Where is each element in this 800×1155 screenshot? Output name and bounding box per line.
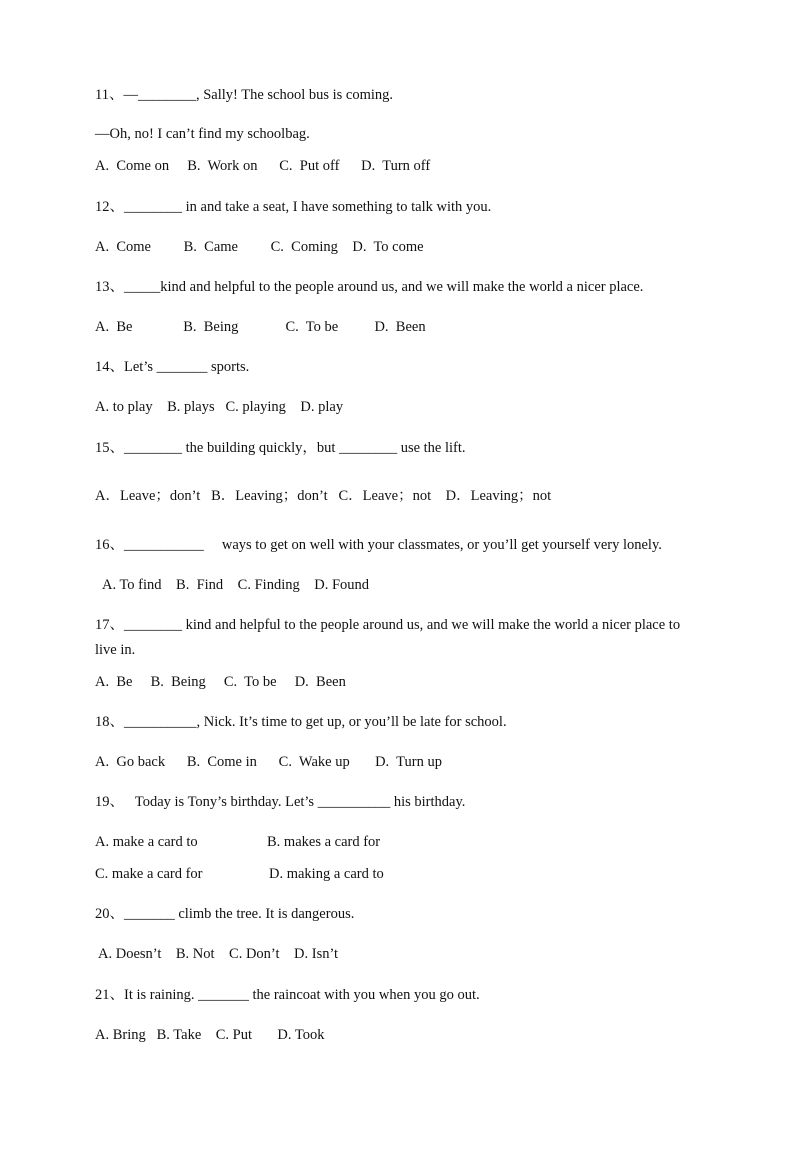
question-16-stem: 16、___________ ways to get on well with your classmates, or you’ll get yourself very lonely. [95, 537, 662, 553]
question-17-stem-continued: live in. [95, 642, 136, 658]
question-19-option-a: A. make a card to [95, 834, 198, 850]
question-13-stem: 13、_____kind and helpful to the people around us, and we will make the world a nicer place. [95, 279, 644, 295]
question-12-options: A. Come B. Came C. Coming D. To come [95, 239, 424, 255]
question-19-stem: 19、 Today is Tony’s birthday. Let’s __________ his birthday. [95, 794, 466, 810]
question-17-stem: 17、________ kind and helpful to the people around us, and we will make the world a nicer place to [95, 617, 681, 633]
question-14-options: A. to play B. plays C. playing D. play [95, 399, 344, 415]
question-17-options: A. Be B. Being C. To be D. Been [95, 674, 346, 690]
question-13-options: A. Be B. Being C. To be D. Been [95, 319, 426, 335]
question-19-option-b: B. makes a card for [267, 834, 381, 850]
question-15-stem: 15、________ the building quickly，but ________ use the lift. [95, 440, 466, 456]
question-19-option-c: C. make a card for [95, 866, 203, 882]
question-18-stem: 18、__________, Nick. It’s time to get up, or you’ll be late for school. [95, 714, 507, 730]
question-20-stem: 20、_______ climb the tree. It is dangerous. [95, 906, 355, 922]
question-12-stem: 12、________ in and take a seat, I have something to talk with you. [95, 199, 492, 215]
question-11-stem: 11、—________, Sally! The school bus is coming. [95, 87, 394, 103]
question-16-options: A. To find B. Find C. Finding D. Found [102, 577, 370, 593]
question-18-options: A. Go back B. Come in C. Wake up D. Turn up [95, 754, 442, 770]
question-21-stem: 21、It is raining. _______ the raincoat with you when you go out. [95, 987, 480, 1003]
question-11-dialogue: —Oh, no! I can’t find my schoolbag. [95, 126, 310, 142]
question-15-options: A．Leave；don’t B．Leaving；don’t C．Leave；not D．Leaving；not [95, 488, 552, 504]
question-14-stem: 14、Let’s _______ sports. [95, 359, 250, 375]
question-21-options: A. Bring B. Take C. Put D. Took [95, 1027, 325, 1043]
question-20-options: A. Doesn’t B. Not C. Don’t D. Isn’t [98, 946, 339, 962]
question-19-option-d: D. making a card to [269, 866, 384, 882]
question-11-options: A. Come on B. Work on C. Put off D. Turn off [95, 158, 431, 174]
